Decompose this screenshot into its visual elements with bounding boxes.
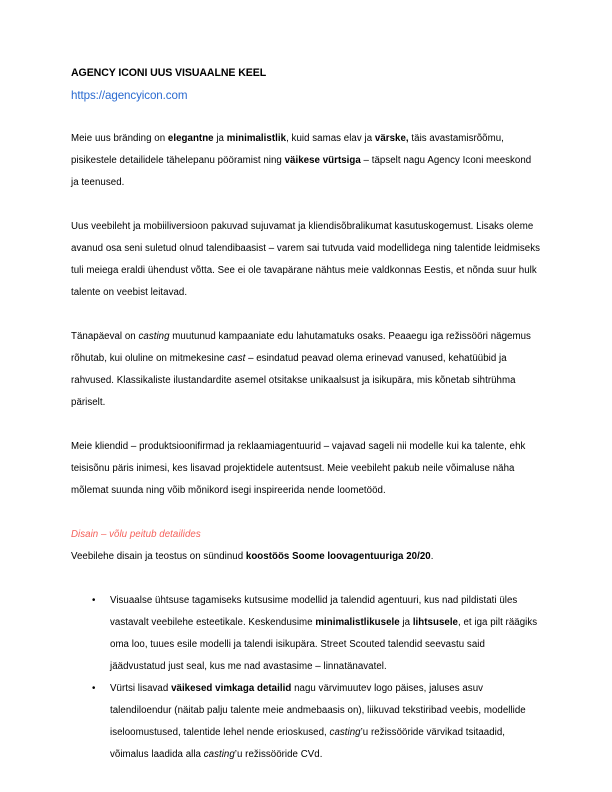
list-item: • Vürtsi lisavad väikesed vimkaga detailid nagu värvimuutev logo päises, jaluses asuv talendiloendur (näitab palju talente meie andmebaasis on), liikuvad tekstiribad veebis, modellide iseloomustused, talentide lehel nende erioskused, casting’u režissööride värvikad tsitaadid, võimalus laadida alla casting’u režissööride CVd. [110, 678, 541, 766]
paragraph-website: Uus veebileht ja mobiiliversioon pakuvad sujuvamat ja kliendisõbralikumat kasutuskogemust. Lisaks oleme avanud osa seni suletud olnud talendibaasist – varem sai tutvuda vaid modellidega ning talentide leidmiseks tuli meiega eraldi ühendust võtta. See ei ole tavapärane nähtus meie valdkonnas Eestis, et nõnda suur hulk talente on veebist leitavad. [71, 221, 541, 298]
page-title: AGENCY ICONI UUS VISUAALNE KEEL [71, 67, 267, 79]
paragraph-intro: Meie uus bränding on elegantne ja minimalistlik, kuid samas elav ja värske, täis avastamisrõõmu, pisikestele detailidele tähelepanu pööramist ning väikese vürtsiga – täpselt nagu Agency Iconi meeskond ja teenused. [71, 133, 532, 188]
paragraph-clients: Meie kliendid – produktsioonifirmad ja reklaamiagentuurid – vajavad sageli nii modelle kui ka talente, ehk teisisõnu päris inimesi, kes lisavad projektidele autentsust. Meie veebileht pakub neile võimaluse näha mõlemat suunda ning võib mõnikord isegi inspireerida nende loometööd. [71, 441, 526, 496]
section-heading-design: Disain – võlu peitub detailides [71, 529, 201, 540]
design-details-list [71, 590, 541, 766]
paragraph-design-intro: Veebilehe disain ja teostus on sündinud koostöös Soome loovagentuuriga 20/20. [71, 551, 434, 562]
website-link[interactable]: https://agencyicon.com [71, 89, 188, 102]
paragraph-casting: Tänapäeval on casting muutunud kampaaniate edu lahutamatuks osaks. Peaaegu iga režissööri nägemus rõhutab, kui oluline on mitmekesine cast – esindatud peavad olema erinevad vanused, kehatüübid ja rahvused. Klassikaliste ilustandardite asemel otsitakse unikaalsust ja isikupära, mis kõnetab sihtrühma päriselt. [71, 331, 531, 408]
list-item: • Visuaalse ühtsuse tagamiseks kutsusime modellid ja talendid agentuuri, kus nad pildistati üles vastavalt veebilehe esteetikale. Keskendusime minimalistlikusele ja lihtsusele, et iga pilt räägiks oma loo, tuues esile modelli ja talendi isikupära. Street Scouted talendid seevastu said jäädvustatud just seal, kus me nad avastasime – linnatänavatel. [110, 590, 541, 678]
document-content [71, 66, 541, 766]
